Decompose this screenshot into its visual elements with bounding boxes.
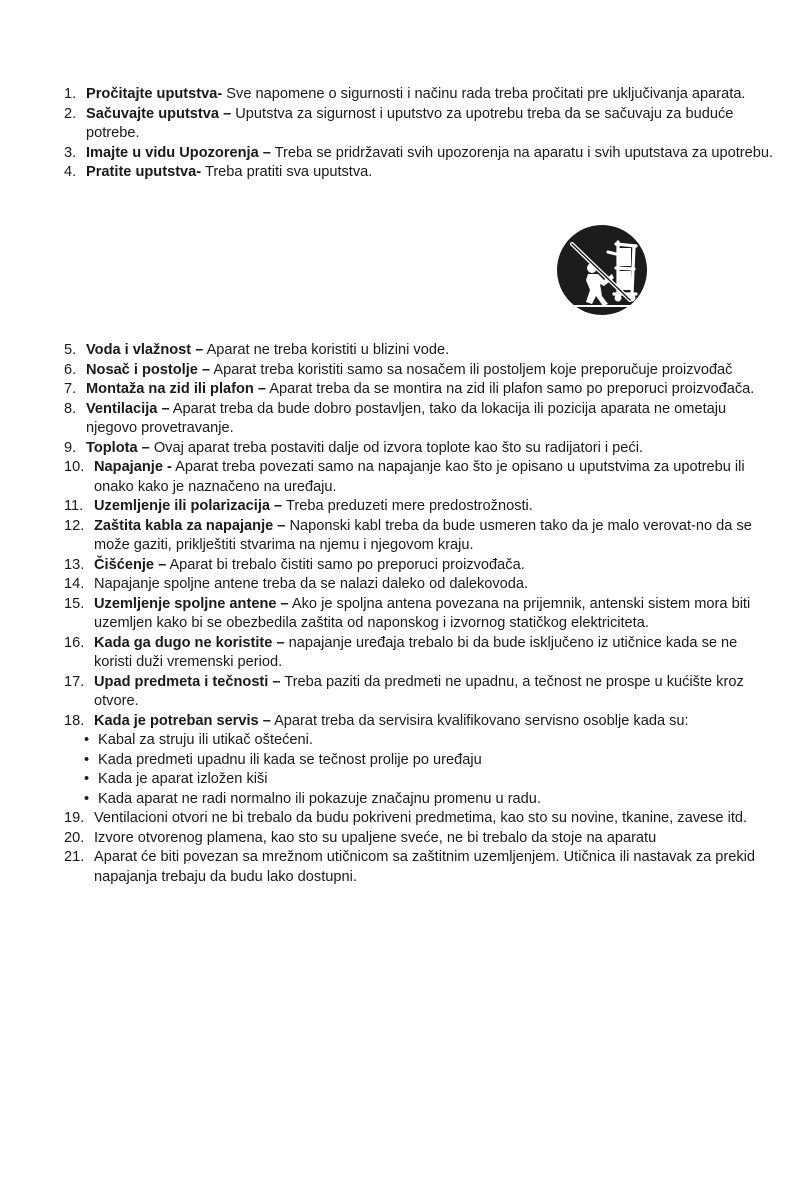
item-number: 10. bbox=[64, 459, 85, 475]
service-bullet-text: Kada predmeti upadnu ili kada se tečnost prolije po uređaju bbox=[98, 751, 482, 768]
item-text: Aparat treba da bude dobro postavljen, tako da lokacija ili pozicija aparata ne ometaju njegovo provetravanje. bbox=[86, 400, 727, 436]
item-heading: Imajte u vidu Upozorenja – bbox=[86, 144, 271, 161]
bullet-icon: • bbox=[84, 751, 90, 768]
service-bullet-text: Kabal za struju ili utikač oštećeni. bbox=[98, 732, 313, 748]
item-text: Aparat bi trebalo čistiti samo po preporuci proizvođača. bbox=[166, 556, 525, 573]
item-number: 9. bbox=[64, 439, 77, 456]
safety-list-part-1 bbox=[64, 85, 776, 183]
item-number: 7. bbox=[64, 381, 77, 397]
item-number: 4. bbox=[64, 164, 77, 180]
item-number: 18. bbox=[64, 712, 85, 729]
list-item bbox=[64, 105, 776, 144]
list-item bbox=[64, 380, 776, 400]
item-heading: Montaža na zid ili plafon – bbox=[86, 381, 266, 397]
list-item bbox=[64, 497, 776, 517]
item-heading: Uzemljenje spoljne antene – bbox=[94, 595, 289, 612]
item-heading: Ventilacija – bbox=[86, 400, 170, 417]
item-heading: Upad predmeta i tečnosti – bbox=[94, 673, 281, 690]
item-text: Ventilacioni otvori ne bi trebalo da budu pokriveni predmetima, kao sto su novine, tkanine, zavese itd. bbox=[94, 810, 748, 826]
item-number: 11. bbox=[64, 498, 84, 514]
bullet-icon: • bbox=[84, 790, 90, 807]
item-text: Aparat ne treba koristiti u blizini vode. bbox=[203, 342, 450, 358]
item-number: 6. bbox=[64, 361, 77, 378]
item-number: 16. bbox=[64, 634, 85, 651]
item-number: 17. bbox=[64, 673, 85, 690]
item-number: 5. bbox=[64, 342, 77, 358]
item-number: 13. bbox=[64, 556, 85, 573]
list-item bbox=[64, 556, 776, 576]
list-item bbox=[64, 361, 776, 381]
item-text: Aparat će biti povezan sa mrežnom utičnicom sa zaštitnim uzemljenjem. Utičnica ili nastavak za prekid napajanja trebaju da budu lako dostupni. bbox=[94, 849, 756, 885]
cart-tip-over-warning-icon bbox=[556, 224, 648, 316]
item-text: napajanje uređaja trebalo bi da bude isključeno iz utičnice kada se ne koristi duži vremenski period. bbox=[94, 634, 738, 670]
item-text: Aparat treba da se montira na zid ili plafon samo po preporuci proizvođača. bbox=[266, 381, 755, 397]
item-number: 15. bbox=[64, 595, 85, 612]
list-item bbox=[64, 712, 776, 732]
item-number: 3. bbox=[64, 144, 77, 161]
item-number: 20. bbox=[64, 829, 85, 846]
item-text: Aparat treba povezati samo na napajanje kao što je opisano u uputstvima za upotrebu ili onako kako je naznačeno na uređaju. bbox=[94, 459, 745, 495]
item-heading: Čišćenje – bbox=[94, 556, 167, 573]
item-text: Uputstva za sigurnost i uputstvo za upotrebu treba da se sačuvaju za buduće potrebe. bbox=[86, 105, 734, 141]
item-number: 12. bbox=[64, 517, 85, 534]
list-item bbox=[64, 439, 776, 459]
item-number: 14. bbox=[64, 576, 85, 592]
item-heading: Nosač i postolje – bbox=[86, 361, 211, 378]
list-item bbox=[64, 809, 776, 829]
item-heading: Sačuvajte uputstva – bbox=[86, 105, 232, 122]
item-heading: Zaštita kabla za napajanje – bbox=[94, 517, 286, 534]
item-text: Treba se pridržavati svih upozorenja na aparatu i svih uputstava za upotrebu. bbox=[270, 144, 774, 161]
list-item bbox=[64, 595, 776, 634]
item-number: 21. bbox=[64, 849, 85, 865]
item-number: 1. bbox=[64, 86, 77, 102]
list-item bbox=[64, 848, 776, 887]
list-item bbox=[64, 458, 776, 497]
service-bullet bbox=[64, 731, 776, 751]
bullet-icon: • bbox=[84, 732, 90, 748]
item-text: Treba preduzeti mere predostrožnosti. bbox=[282, 498, 533, 514]
item-heading: Napajanje - bbox=[94, 459, 172, 475]
list-item bbox=[64, 85, 776, 105]
item-heading: Uzemljenje ili polarizacija – bbox=[94, 498, 283, 514]
list-item bbox=[64, 517, 776, 556]
list-item bbox=[64, 144, 776, 164]
service-bullet-text: Kada je aparat izložen kiši bbox=[98, 771, 268, 787]
service-bullet bbox=[64, 790, 776, 810]
item-text: Aparat treba koristiti samo sa nosačem ili postoljem koje preporučuje proizvođač bbox=[210, 361, 733, 378]
item-number: 19. bbox=[64, 810, 85, 826]
bullet-icon: • bbox=[84, 771, 90, 787]
list-item bbox=[64, 575, 776, 595]
list-item bbox=[64, 163, 776, 183]
item-heading: Voda i vlažnost – bbox=[86, 342, 204, 358]
item-number: 2. bbox=[64, 105, 77, 122]
item-text: Naponski kabl treba da bude usmeren tako da je malo verovat-no da se može gaziti, priklještiti stvarima na njemu i njegovom kraju. bbox=[94, 517, 752, 553]
item-text: Napajanje spoljne antene treba da se nalazi daleko od dalekovoda. bbox=[94, 576, 529, 592]
item-text: Aparat treba da servisira kvalifikovano servisno osoblje kada su: bbox=[270, 712, 689, 729]
list-item bbox=[64, 634, 776, 673]
list-item bbox=[64, 829, 776, 849]
safety-list-part-2 bbox=[64, 341, 776, 887]
item-text: Treba paziti da predmeti ne upadnu, a tečnost ne prospe u kućište kroz otvore. bbox=[94, 673, 744, 709]
service-bullet bbox=[64, 751, 776, 771]
item-text: Treba pratiti sva uputstva. bbox=[201, 164, 373, 180]
item-heading: Pratite uputstva- bbox=[86, 164, 202, 180]
list-item bbox=[64, 400, 776, 439]
item-heading: Toplota – bbox=[86, 439, 150, 456]
service-bullet bbox=[64, 770, 776, 790]
item-heading: Kada je potreban servis – bbox=[94, 712, 271, 729]
list-item bbox=[64, 673, 776, 712]
item-text: Sve napomene o sigurnosti i načinu rada treba pročitati pre uključivanja aparata. bbox=[222, 86, 746, 102]
item-heading: Pročitajte uputstva- bbox=[86, 86, 223, 102]
item-heading: Kada ga dugo ne koristite – bbox=[94, 634, 285, 651]
list-item bbox=[64, 341, 776, 361]
service-bullet-text: Kada aparat ne radi normalno ili pokazuje značajnu promenu u radu. bbox=[98, 790, 541, 807]
item-text: Ovaj aparat treba postaviti dalje od izvora toplote kao što su radijatori i peći. bbox=[149, 439, 643, 456]
item-text: Ako je spoljna antena povezana na prijemnik, antenski sistem mora biti uzemljen kako bi se obezbedila zaštita od naponskog i izvornog statičkog elektriciteta. bbox=[94, 595, 751, 631]
item-text: Izvore otvorenog plamena, kao sto su upaljene sveće, ne bi trebalo da stoje na aparatu bbox=[94, 829, 657, 846]
item-number: 8. bbox=[64, 400, 77, 417]
